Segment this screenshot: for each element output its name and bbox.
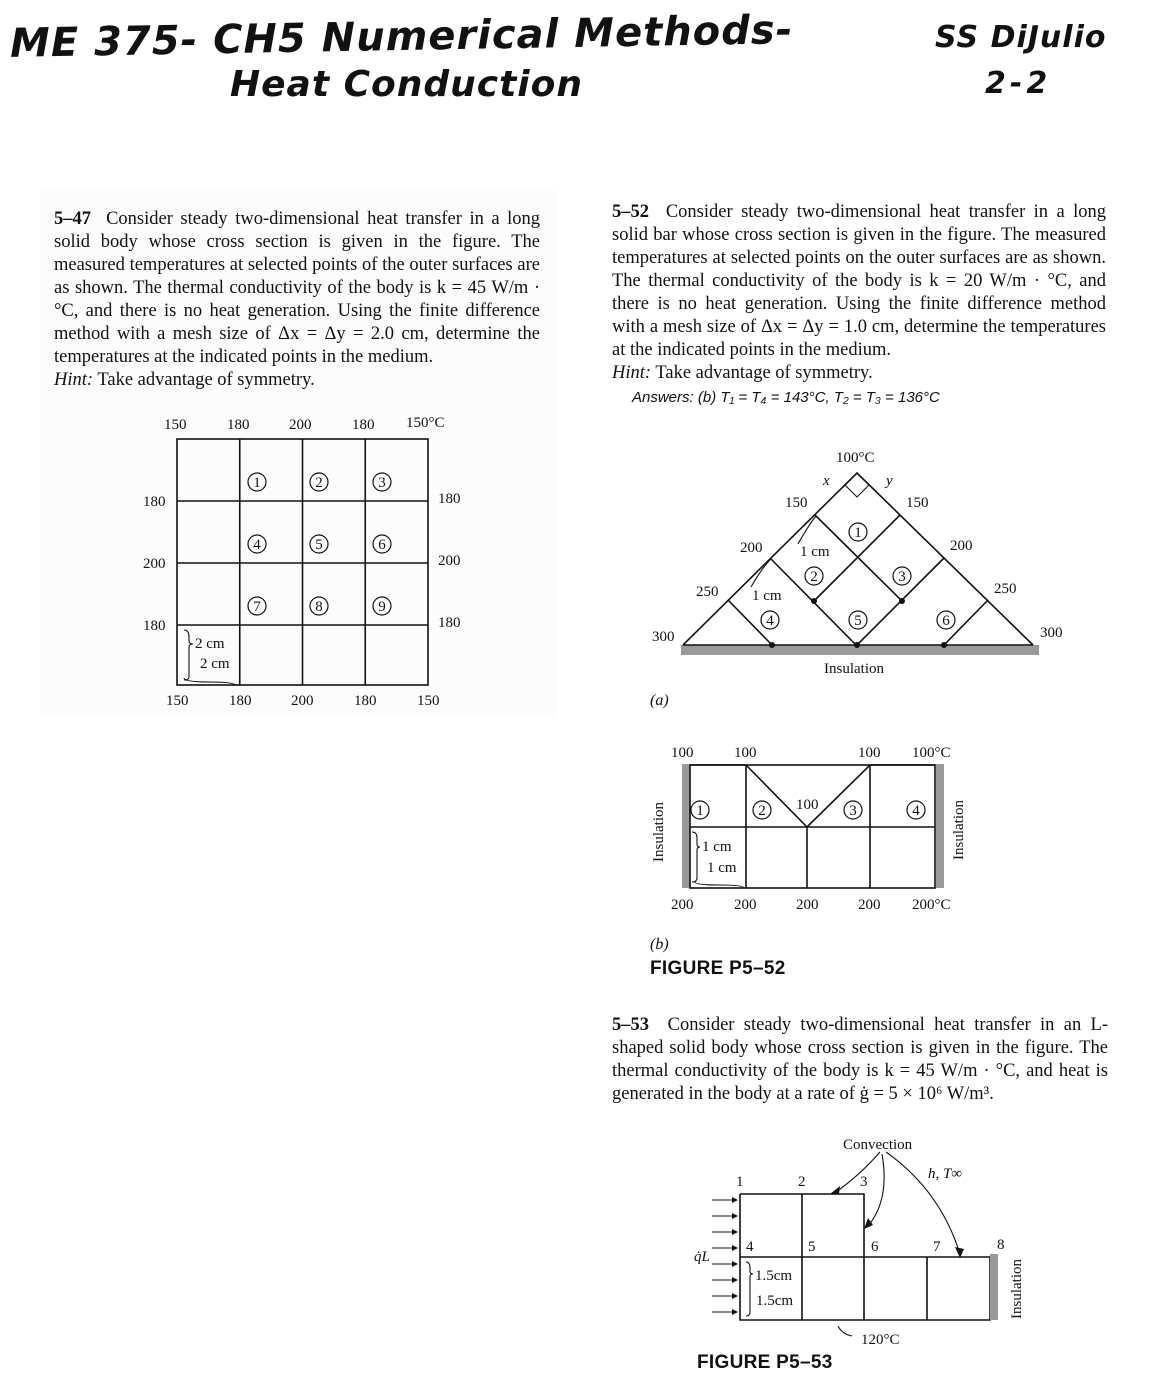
svg-text:2: 2 — [810, 569, 818, 585]
page-number: 2-2 — [985, 66, 1052, 101]
right-temp-a-2: 200 — [950, 538, 973, 554]
node-552a-2 — [805, 567, 823, 585]
bottom-temp-b-3: 200 — [796, 897, 819, 913]
svg-text:2: 2 — [758, 803, 766, 819]
node-552a-5 — [849, 611, 867, 629]
top-temp-b-2: 100 — [734, 745, 757, 761]
insulation-553-label: Insulation — [1009, 1259, 1025, 1319]
left-temp-a-4: 300 — [652, 629, 675, 645]
node-552a-1 — [849, 523, 867, 541]
node-552b-4 — [907, 801, 925, 819]
convection-label: Convection — [843, 1137, 913, 1153]
problem-547-body: Consider steady two-dimensional heat transfer in a long solid body whose cross section is given in the figure. The measured temperatures at selected points of the outer surfaces are as shown. The thermal conductivity of the body is k = 45 W/m · °C, and there is no heat generation. Using the finite difference method with a mesh size of Δx = Δy = 2.0 cm, determine the temperatures at the indicated points in the medium. — [54, 209, 541, 367]
right-temp-a-1: 150 — [906, 495, 929, 511]
insulation-right-label: Insulation — [951, 800, 967, 860]
author-name: SS DiJulio — [935, 20, 1107, 55]
mesh-x-553: 1.5cm — [756, 1293, 794, 1309]
apex-temp: 100°C — [836, 450, 875, 466]
node-553-2: 2 — [798, 1174, 806, 1190]
bottom-temp-5: 150 — [417, 693, 440, 709]
insulation-right-bar — [936, 764, 944, 888]
svg-text:3: 3 — [849, 803, 857, 819]
svg-text:5: 5 — [854, 613, 862, 629]
svg-text:3: 3 — [378, 475, 386, 491]
node-547-4 — [248, 535, 266, 553]
figure-552a-label: (a) — [650, 692, 669, 709]
h-tinf-label: h, T∞ — [928, 1166, 963, 1182]
svg-text:9: 9 — [378, 599, 386, 615]
mesh-y-553: 1.5cm — [755, 1268, 793, 1284]
mesh-y-552b: 1 cm — [702, 839, 732, 855]
right-temp-1: 180 — [438, 491, 461, 507]
svg-text:1: 1 — [696, 803, 704, 819]
svg-text:1: 1 — [854, 525, 862, 541]
top-temp-2: 180 — [227, 417, 250, 433]
mesh-x-552b: 1 cm — [707, 860, 737, 876]
top-temp-4: 180 — [352, 417, 375, 433]
node-553-1: 1 — [736, 1174, 744, 1190]
svg-text:4: 4 — [766, 613, 774, 629]
problem-553-text — [612, 1014, 1108, 1106]
problem-552-hint-label: Hint: — [612, 363, 652, 383]
svg-text:5: 5 — [315, 537, 323, 553]
bottom-temp-3: 200 — [291, 693, 314, 709]
top-temp-3: 200 — [289, 417, 312, 433]
node-547-2 — [310, 473, 328, 491]
course-title: ME 375- CH5 Numerical Methods- — [9, 7, 794, 67]
svg-text:7: 7 — [253, 599, 261, 615]
left-temp-a-2: 200 — [740, 540, 763, 556]
node-553-3: 3 — [860, 1174, 868, 1190]
right-temp-a-4: 300 — [1040, 625, 1063, 641]
top-temp-b-3: 100 — [858, 745, 881, 761]
figure-552b-label: (b) — [650, 936, 669, 953]
problem-552-text — [612, 201, 1106, 385]
node-547-6 — [373, 535, 391, 553]
svg-text:3: 3 — [898, 569, 906, 585]
top-temp-5: 150°C — [406, 415, 445, 431]
figure-552a — [650, 440, 1063, 690]
node-552b-3 — [844, 801, 862, 819]
insulation-left-label: Insulation — [651, 802, 667, 862]
left-temp-a-1: 150 — [785, 495, 808, 511]
axis-x: x — [823, 473, 830, 489]
node-553-8: 8 — [997, 1237, 1005, 1253]
node-552b-1 — [691, 801, 709, 819]
node-553-5: 5 — [808, 1239, 816, 1255]
node-547-1 — [248, 473, 266, 491]
top-temp-b-1: 100 — [671, 745, 694, 761]
node-547-5 — [310, 535, 328, 553]
axis-y: y — [886, 473, 893, 489]
left-temp-1: 180 — [143, 494, 166, 510]
problem-553-number: 5–53 — [612, 1015, 649, 1035]
svg-text:6: 6 — [942, 613, 950, 629]
svg-text:1: 1 — [253, 475, 261, 491]
left-temp-a-3: 250 — [696, 584, 719, 600]
problem-552-answers: Answers: (b) T₁ = T₄ = 143°C, T₂ = T₃ = 136°C — [632, 389, 940, 406]
mesh-y-547: 2 cm — [195, 636, 225, 652]
node-552a-3 — [893, 567, 911, 585]
mesh-a-2: 1 cm — [752, 588, 782, 604]
figure-p5-53-label: FIGURE P5–53 — [697, 1352, 833, 1373]
insulation-a-label: Insulation — [824, 661, 884, 677]
bottom-temp-4: 180 — [354, 693, 377, 709]
bottom-temp-1: 150 — [166, 693, 189, 709]
problem-547-number: 5–47 — [54, 209, 91, 229]
heat-flux-label: q̇L — [694, 1249, 710, 1265]
node-552a-4 — [761, 611, 779, 629]
left-temp-2: 200 — [143, 556, 166, 572]
insulation-bar-553 — [990, 1254, 998, 1320]
bottom-temp-b-1: 200 — [671, 897, 694, 913]
insulation-left-bar — [682, 764, 690, 888]
bottom-temp-b-2: 200 — [734, 897, 757, 913]
bottom-temp-b-5: 200°C — [912, 897, 951, 913]
node-553-7: 7 — [933, 1239, 941, 1255]
node-552b-2 — [753, 801, 771, 819]
node-553-4: 4 — [746, 1239, 754, 1255]
problem-552-hint: Take advantage of symmetry. — [655, 363, 873, 383]
node-547-8 — [310, 597, 328, 615]
problem-552-body: Consider steady two-dimensional heat transfer in a long solid bar whose cross section is given in the figure. The measured temperatures at selected points on the outer surfaces are as shown. The thermal conductivity of the body is k = 20 W/m · °C, and there is no heat generation. Using the finite difference method with a mesh size of Δx = Δy = 1.0 cm, determine the temperatures at the indicated points in the medium. — [612, 202, 1106, 360]
course-subtitle: Heat Conduction — [230, 64, 584, 105]
insulation-bar-a — [681, 645, 1039, 655]
figure-p5-52-label: FIGURE P5–52 — [650, 958, 786, 979]
top-temp-b-4: 100°C — [912, 745, 951, 761]
figure-553 — [690, 1130, 1030, 1350]
svg-text:4: 4 — [912, 803, 920, 819]
problem-547-hint-label: Hint: — [54, 370, 94, 390]
node-553-6: 6 — [871, 1239, 879, 1255]
svg-text:8: 8 — [315, 599, 323, 615]
bottom-temp-553: 120°C — [861, 1332, 900, 1348]
heat-flux-arrows — [712, 1197, 738, 1315]
figure-552b — [645, 740, 975, 913]
problem-553-body: Consider steady two-dimensional heat transfer in an L-shaped solid body whose cross section is given in the figure. The thermal conductivity of the body is k = 45 W/m · °C, and heat is generated in the body at a rate of ġ = 5 × 10⁶ W/m³. — [612, 1015, 1109, 1104]
left-temp-3: 180 — [143, 618, 166, 634]
mid-temp-b: 100 — [796, 797, 819, 813]
svg-text:2: 2 — [315, 475, 323, 491]
mesh-x-547: 2 cm — [200, 656, 230, 672]
node-547-3 — [373, 473, 391, 491]
top-temp-1: 150 — [164, 417, 187, 433]
bottom-temp-b-4: 200 — [858, 897, 881, 913]
problem-547-hint: Take advantage of symmetry. — [97, 370, 315, 390]
bottom-temp-2: 180 — [229, 693, 252, 709]
svg-text:4: 4 — [253, 537, 261, 553]
figure-547 — [140, 412, 470, 712]
right-temp-a-3: 250 — [994, 581, 1017, 597]
problem-552-number: 5–52 — [612, 202, 649, 222]
node-552a-6 — [937, 611, 955, 629]
node-547-9 — [373, 597, 391, 615]
problem-547-text — [54, 208, 540, 392]
right-temp-2: 200 — [438, 553, 461, 569]
node-547-7 — [248, 597, 266, 615]
mesh-a-1: 1 cm — [800, 544, 830, 560]
right-temp-3: 180 — [438, 615, 461, 631]
svg-text:6: 6 — [378, 537, 386, 553]
